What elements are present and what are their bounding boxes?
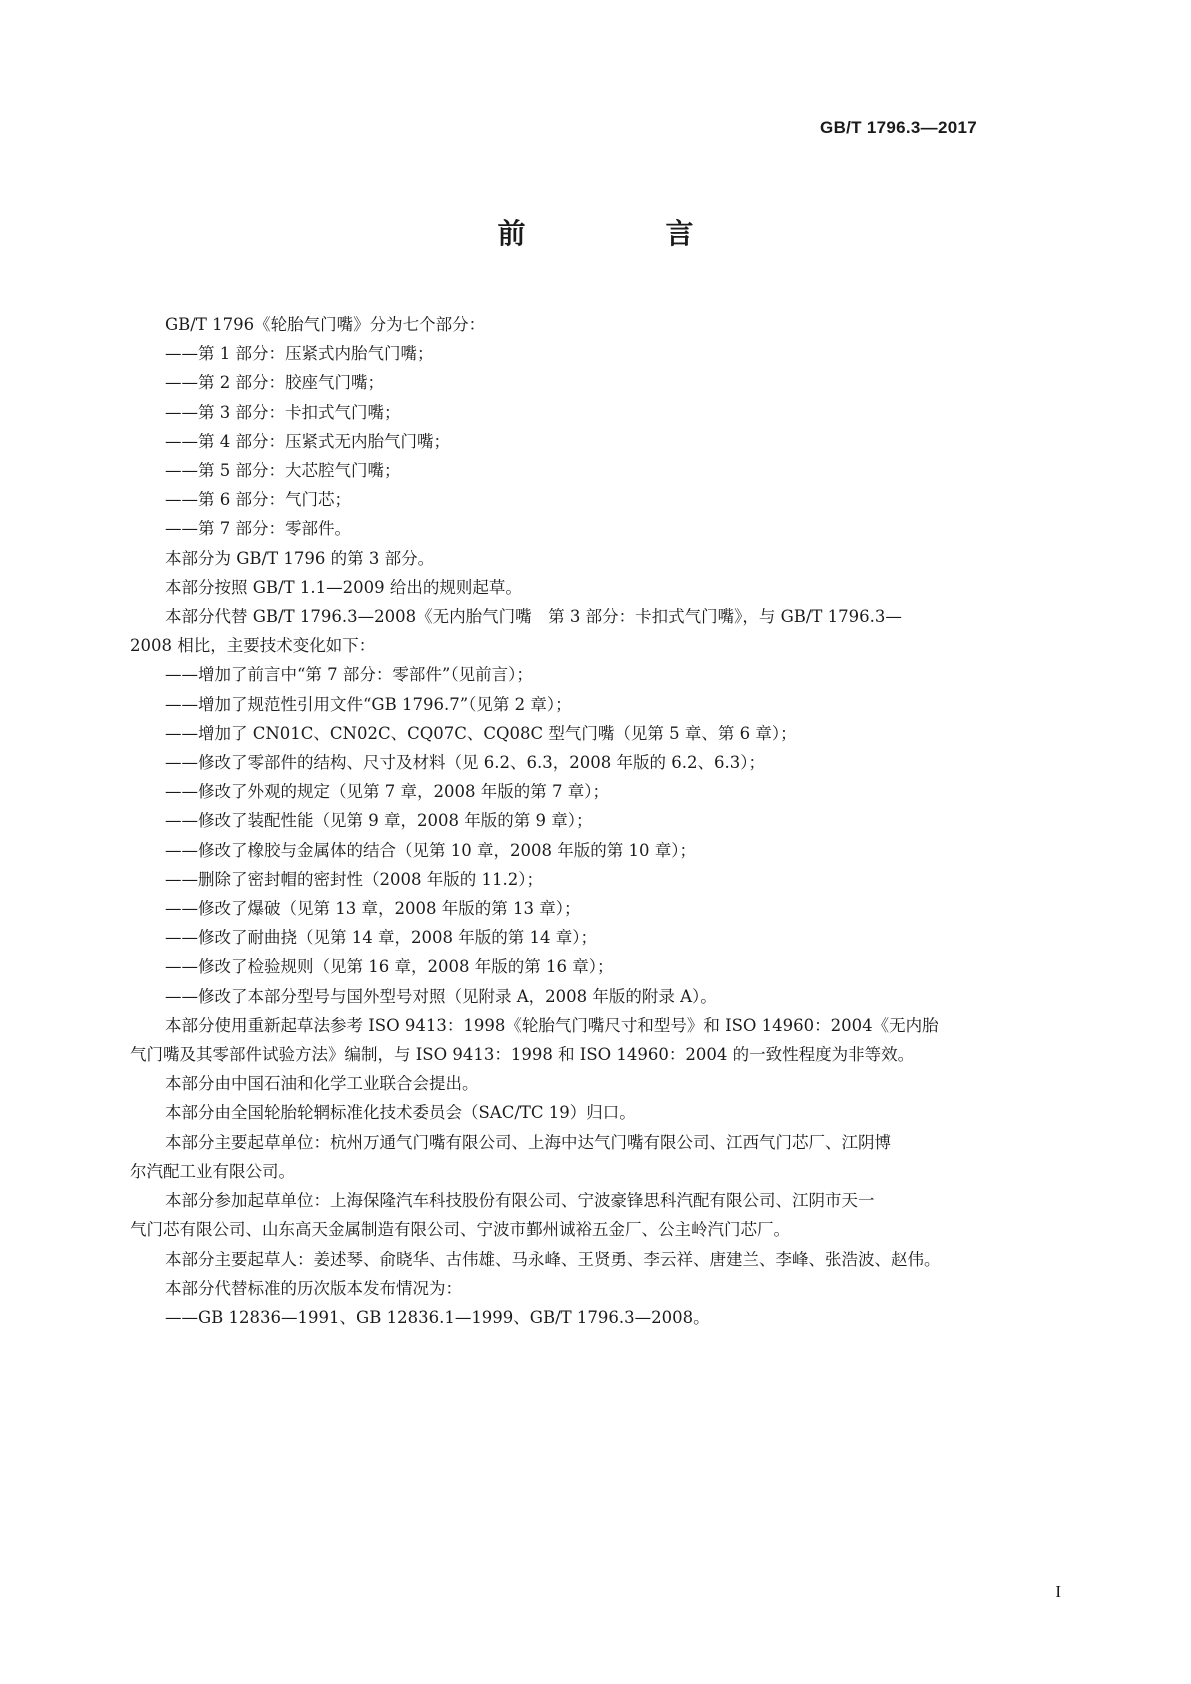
paragraph-line: 本部分参加起草单位：上海保隆汽车科技股份有限公司、宁波豪锋思科汽配有限公司、江阴市天一 bbox=[165, 1191, 875, 1211]
paragraph-line: 本部分按照 GB/T 1.1—2009 给出的规则起草。 bbox=[165, 577, 522, 597]
paragraph-line: ——GB 12836—1991、GB 12836.1—1999、GB/T 1796.3—2008。 bbox=[165, 1307, 710, 1327]
standard-code: GB/T 1796.3—2017 bbox=[820, 118, 977, 137]
paragraph-line: ——修改了检验规则（见第 16 章，2008 年版的第 16 章）； bbox=[165, 957, 614, 977]
paragraph-line: 本部分主要起草人：姜述琴、俞晓华、古伟雄、马永峰、王贤勇、李云祥、唐建兰、李峰、张浩波、赵伟。 bbox=[165, 1249, 941, 1269]
paragraph-line: GB/T 1796《轮胎气门嘴》分为七个部分： bbox=[165, 315, 486, 334]
paragraph-line: ——修改了零部件的结构、尺寸及材料（见 6.2、6.3，2008 年版的 6.2、6.3）； bbox=[165, 753, 765, 773]
paragraph-line: ——修改了装配性能（见第 9 章，2008 年版的第 9 章）； bbox=[165, 811, 593, 831]
paragraph-line: ——修改了耐曲挠（见第 14 章，2008 年版的第 14 章）； bbox=[165, 928, 597, 948]
paragraph-continuation: 气门芯有限公司、山东高天金属制造有限公司、宁波市鄞州诚裕五金厂、公主岭汽门芯厂。 bbox=[130, 1220, 790, 1240]
paragraph-line: ——修改了橡胶与金属体的结合（见第 10 章，2008 年版的第 10 章）； bbox=[165, 840, 696, 860]
paragraph-continuation: 尔汽配工业有限公司。 bbox=[130, 1161, 295, 1181]
paragraph-line: ——修改了爆破（见第 13 章，2008 年版的第 13 章）； bbox=[165, 899, 581, 919]
paragraph-line: ——第 5 部分：大芯腔气门嘴； bbox=[165, 461, 401, 481]
paragraph-line: 本部分使用重新起草法参考 ISO 9413：1998《轮胎气门嘴尺寸和型号》和 ISO 14960：2004《无内胎 bbox=[165, 1015, 939, 1035]
paragraph-line: ——第 4 部分：压紧式无内胎气门嘴； bbox=[165, 431, 450, 451]
document-body bbox=[130, 310, 1045, 1332]
paragraph-line: ——增加了 CN01C、CN02C、CQ07C、CQ08C 型气门嘴（见第 5 章、第 6 章）； bbox=[165, 723, 797, 743]
paragraph-continuation: 气门嘴及其零部件试验方法》编制，与 ISO 9413：1998 和 ISO 14960：2004 的一致性程度为非等效。 bbox=[130, 1045, 915, 1065]
page-number: I bbox=[1055, 1582, 1061, 1601]
paragraph-line: 本部分主要起草单位：杭州万通气门嘴有限公司、上海中达气门嘴有限公司、江西气门芯厂、江阴博 bbox=[165, 1132, 891, 1152]
paragraph-line: ——增加了规范性引用文件“GB 1796.7”（见第 2 章）； bbox=[165, 694, 572, 714]
paragraph-line: 本部分代替标准的历次版本发布情况为： bbox=[165, 1278, 462, 1298]
paragraph-line: 本部分由全国轮胎轮辋标准化技术委员会（SAC/TC 19）归口。 bbox=[165, 1103, 636, 1123]
paragraph-line: ——第 1 部分：压紧式内胎气门嘴； bbox=[165, 344, 434, 364]
paragraph-line: ——第 2 部分：胶座气门嘴； bbox=[165, 373, 384, 393]
paragraph-line: 本部分由中国石油和化学工业联合会提出。 bbox=[165, 1074, 479, 1094]
paragraph-line: ——修改了外观的规定（见第 7 章，2008 年版的第 7 章）； bbox=[165, 782, 609, 802]
paragraph-line: 本部分代替 GB/T 1796.3—2008《无内胎气门嘴 第 3 部分：卡扣式气门嘴》，与 GB/T 1796.3— bbox=[165, 607, 902, 627]
paragraph-line: ——第 7 部分：零部件。 bbox=[165, 519, 351, 539]
paragraph-line: ——修改了本部分型号与国外型号对照（见附录 A，2008 年版的附录 A）。 bbox=[165, 986, 717, 1006]
paragraph-line: ——删除了密封帽的密封性（2008 年版的 11.2）； bbox=[165, 869, 543, 889]
paragraph-line: 本部分为 GB/T 1796 的第 3 部分。 bbox=[165, 548, 435, 568]
paragraph-line: ——第 6 部分：气门芯； bbox=[165, 490, 351, 510]
paragraph-line: ——增加了前言中“第 7 部分：零部件”（见前言）； bbox=[165, 665, 533, 685]
paragraph-line: ——第 3 部分：卡扣式气门嘴； bbox=[165, 402, 401, 422]
paragraph-continuation: 2008 相比，主要技术变化如下： bbox=[130, 636, 376, 656]
page-title: 前 言 bbox=[497, 217, 750, 250]
